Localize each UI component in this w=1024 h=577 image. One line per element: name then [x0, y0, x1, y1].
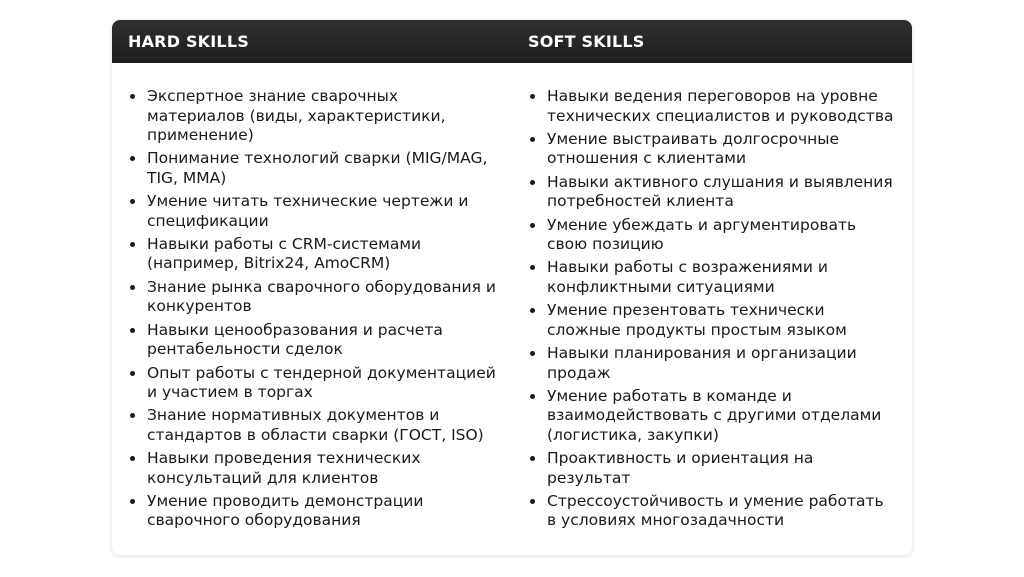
hard-skill-item: Навыки проведения технических консультаций для клиентов — [147, 449, 497, 488]
header-hard-skills: HARD SKILLS — [128, 32, 249, 51]
hard-skill-item: Навыки работы с CRM-системами (например, Bitrix24, AmoCRM) — [147, 235, 497, 274]
hard-skills-list — [147, 87, 497, 531]
soft-skills-column — [512, 63, 912, 555]
hard-skills-column — [112, 63, 512, 555]
soft-skill-item: Навыки ведения переговоров на уровне технических специалистов и руководства — [547, 87, 897, 126]
soft-skill-item: Стрессоустойчивость и умение работать в условиях многозадачности — [547, 492, 897, 531]
skills-table — [112, 20, 912, 555]
soft-skill-item: Навыки планирования и организации продаж — [547, 344, 897, 383]
hard-skill-item: Навыки ценообразования и расчета рентабельности сделок — [147, 321, 497, 360]
soft-skill-item: Умение убеждать и аргументировать свою позицию — [547, 216, 897, 255]
soft-skill-item: Умение презентовать технически сложные продукты простым языком — [547, 301, 897, 340]
soft-skill-item: Умение работать в команде и взаимодействовать с другими отделами (логистика, закупки) — [547, 387, 897, 445]
hard-skill-item: Понимание технологий сварки (MIG/MAG, TIG, MMA) — [147, 149, 497, 188]
hard-skill-item: Знание нормативных документов и стандартов в области сварки (ГОСТ, ISO) — [147, 406, 497, 445]
hard-skill-item: Опыт работы с тендерной документацией и участием в торгах — [147, 363, 496, 401]
hard-skill-item: Экспертное знание сварочных материалов (виды, характеристики, применение) — [147, 87, 497, 145]
header-soft-skills: SOFT SKILLS — [528, 32, 645, 51]
hard-skill-item: Умение читать технические чертежи и спецификации — [147, 192, 497, 231]
table-header — [112, 20, 912, 63]
soft-skills-list — [547, 87, 897, 531]
soft-skill-item: Навыки активного слушания и выявления потребностей клиента — [547, 173, 897, 212]
soft-skill-item: Проактивность и ориентация на результат — [547, 449, 897, 488]
soft-skill-item: Навыки работы с возражениями и конфликтными ситуациями — [547, 258, 897, 297]
soft-skill-item: Умение выстраивать долгосрочные отношения с клиентами — [547, 130, 897, 169]
hard-skill-item: Знание рынка сварочного оборудования и конкурентов — [147, 277, 496, 316]
hard-skill-item: Умение проводить демонстрации сварочного оборудования — [147, 492, 497, 531]
